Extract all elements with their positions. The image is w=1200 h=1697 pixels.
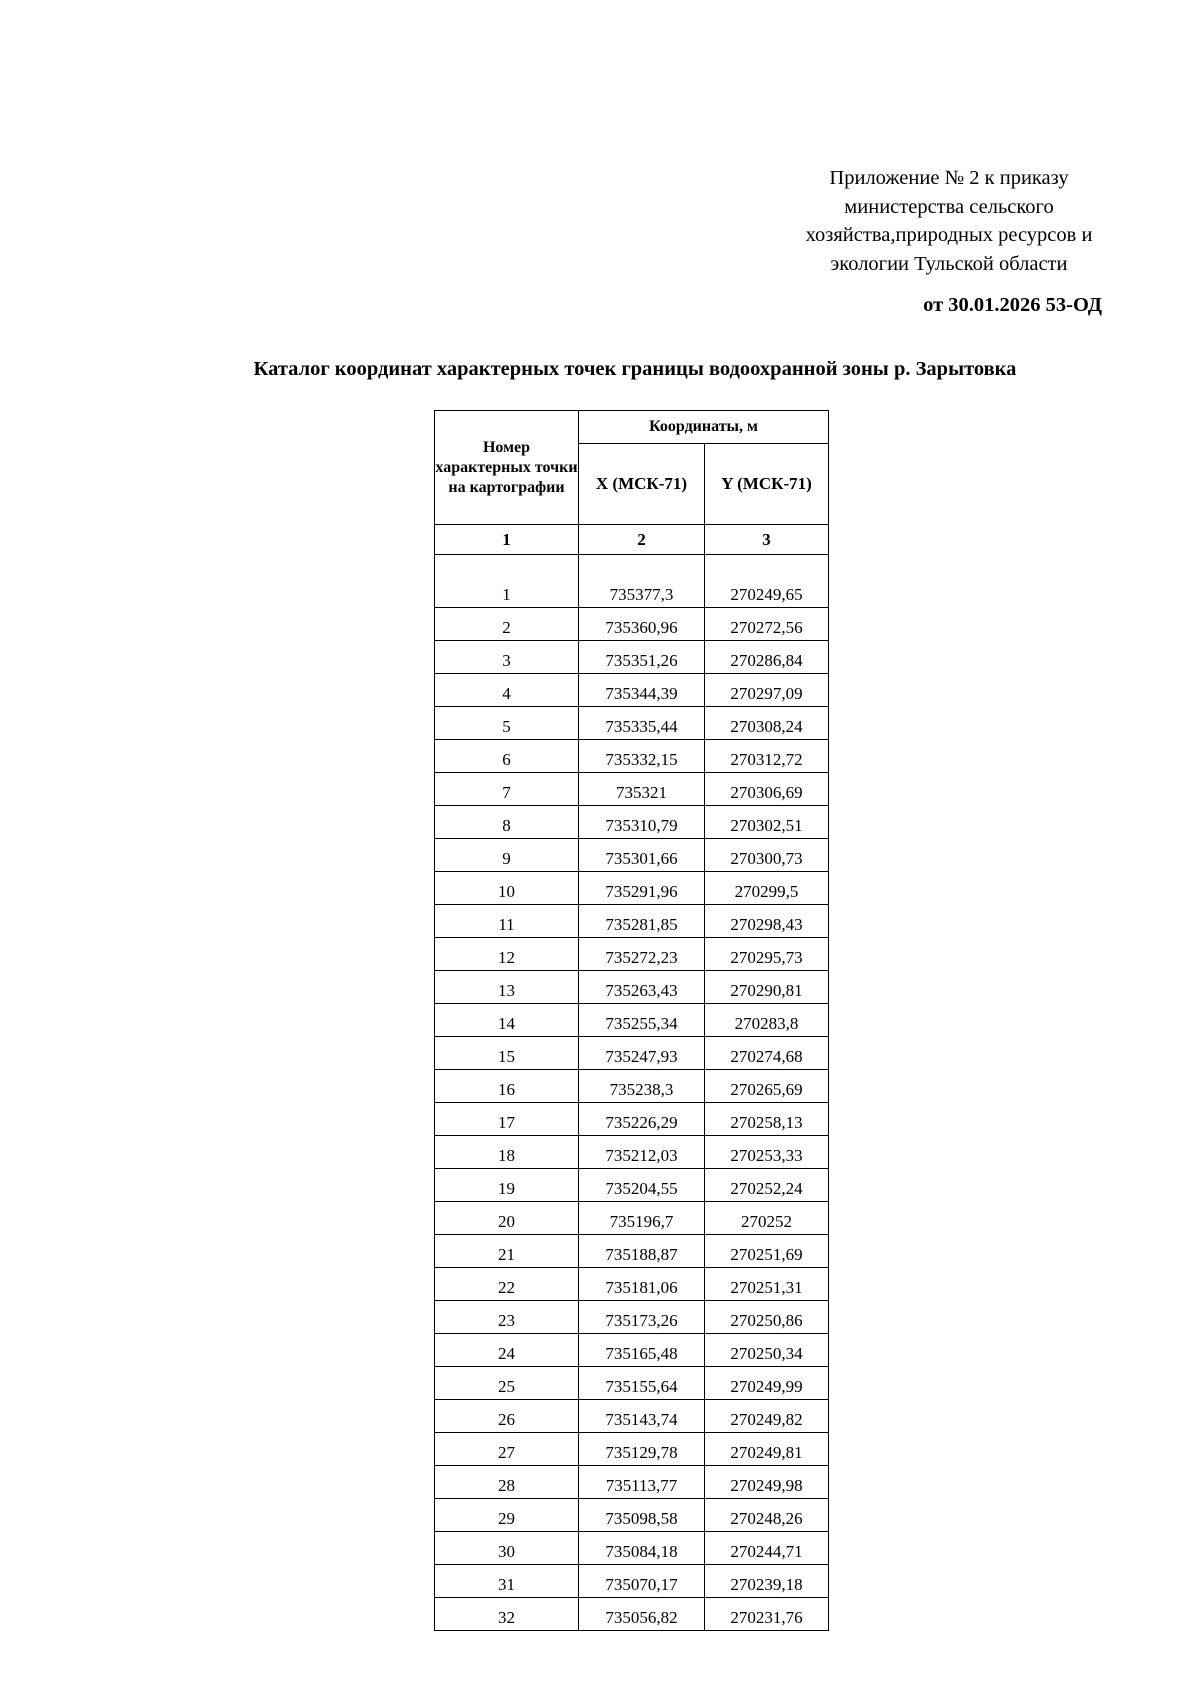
table-row — [435, 1037, 829, 1070]
appendix-line: хозяйства,природных ресурсов и — [805, 224, 1093, 246]
table-row — [435, 938, 829, 971]
table-row — [435, 1004, 829, 1037]
header-coordinates: Координаты, м — [579, 411, 829, 444]
x-coordinate-cell: 735255,34 — [579, 1004, 705, 1037]
appendix-line: экологии Тульской области — [830, 252, 1068, 275]
x-coordinate-cell: 735263,43 — [579, 971, 705, 1004]
x-coordinate-cell: 735291,96 — [579, 872, 705, 905]
x-coordinate-cell: 735196,7 — [579, 1202, 705, 1235]
y-coordinate-cell: 270302,51 — [705, 806, 829, 839]
point-number-cell: 19 — [435, 1169, 579, 1202]
header-x: X (МСК-71) — [579, 444, 705, 525]
y-coordinate-cell: 270272,56 — [705, 608, 829, 641]
coordinates-table — [434, 410, 829, 1631]
point-number-cell: 2 — [435, 608, 579, 641]
appendix-heading — [780, 164, 1118, 278]
x-coordinate-cell: 735143,74 — [579, 1400, 705, 1433]
y-coordinate-cell: 270251,31 — [705, 1268, 829, 1301]
point-number-cell: 21 — [435, 1235, 579, 1268]
point-number-cell: 11 — [435, 905, 579, 938]
point-number-cell: 24 — [435, 1334, 579, 1367]
y-coordinate-cell: 270250,86 — [705, 1301, 829, 1334]
table-row — [435, 1367, 829, 1400]
table-row — [435, 585, 829, 608]
point-number-cell: 31 — [435, 1565, 579, 1598]
column-index: 3 — [705, 525, 829, 555]
table-row — [435, 1598, 829, 1631]
x-coordinate-cell: 735310,79 — [579, 806, 705, 839]
x-coordinate-cell: 735070,17 — [579, 1565, 705, 1598]
y-coordinate-cell: 270286,84 — [705, 641, 829, 674]
x-coordinate-cell: 735238,3 — [579, 1070, 705, 1103]
table-row — [435, 707, 829, 740]
table-row — [435, 1235, 829, 1268]
column-index: 2 — [579, 525, 705, 555]
x-coordinate-cell: 735272,23 — [579, 938, 705, 971]
point-number-cell: 12 — [435, 938, 579, 971]
y-coordinate-cell: 270249,81 — [705, 1433, 829, 1466]
y-coordinate-cell: 270252,24 — [705, 1169, 829, 1202]
y-coordinate-cell: 270248,26 — [705, 1499, 829, 1532]
y-coordinate-cell: 270251,69 — [705, 1235, 829, 1268]
point-number-cell: 20 — [435, 1202, 579, 1235]
table-row — [435, 1268, 829, 1301]
header-y: Y (МСК-71) — [705, 444, 829, 525]
table-row — [435, 1103, 829, 1136]
x-coordinate-cell: 735188,87 — [579, 1235, 705, 1268]
point-number-cell: 18 — [435, 1136, 579, 1169]
point-number-cell: 23 — [435, 1301, 579, 1334]
table-row — [435, 1466, 829, 1499]
table-body — [435, 555, 829, 1631]
x-coordinate-cell: 735155,64 — [579, 1367, 705, 1400]
x-coordinate-cell: 735113,77 — [579, 1466, 705, 1499]
x-coordinate-cell: 735344,39 — [579, 674, 705, 707]
y-coordinate-cell: 270297,09 — [705, 674, 829, 707]
table-row — [435, 1169, 829, 1202]
coordinates-table-container — [434, 410, 829, 1631]
y-coordinate-cell: 270265,69 — [705, 1070, 829, 1103]
point-number-cell: 6 — [435, 740, 579, 773]
y-coordinate-cell: 270306,69 — [705, 773, 829, 806]
table-row — [435, 806, 829, 839]
x-coordinate-cell: 735351,26 — [579, 641, 705, 674]
table-row — [435, 1499, 829, 1532]
y-coordinate-cell: 270312,72 — [705, 740, 829, 773]
x-coordinate-cell: 735360,96 — [579, 608, 705, 641]
x-coordinate-cell: 735165,48 — [579, 1334, 705, 1367]
table-row — [435, 1565, 829, 1598]
x-coordinate-cell: 735301,66 — [579, 839, 705, 872]
table-row — [435, 1532, 829, 1565]
table-row — [435, 971, 829, 1004]
y-coordinate-cell: 270239,18 — [705, 1565, 829, 1598]
appendix-line: министерства сельского — [844, 195, 1054, 218]
point-number-cell: 8 — [435, 806, 579, 839]
point-number-cell: 14 — [435, 1004, 579, 1037]
point-number-cell: 13 — [435, 971, 579, 1004]
table-row — [435, 1202, 829, 1235]
y-coordinate-cell: 270244,71 — [705, 1532, 829, 1565]
point-number-cell: 7 — [435, 773, 579, 806]
document-title: Каталог координат характерных точек границы водоохранной зоны р. Зарытовка — [253, 358, 1017, 380]
point-number-cell: 9 — [435, 839, 579, 872]
point-number-cell: 25 — [435, 1367, 579, 1400]
x-coordinate-cell: 735181,06 — [579, 1268, 705, 1301]
spacer-row — [435, 555, 829, 586]
y-coordinate-cell: 270295,73 — [705, 938, 829, 971]
x-coordinate-cell: 735226,29 — [579, 1103, 705, 1136]
x-coordinate-cell: 735377,3 — [579, 585, 705, 608]
order-date: от 30.01.2026 53-ОД — [923, 294, 1102, 316]
x-coordinate-cell: 735129,78 — [579, 1433, 705, 1466]
x-coordinate-cell: 735332,15 — [579, 740, 705, 773]
point-number-cell: 30 — [435, 1532, 579, 1565]
point-number-cell: 1 — [435, 585, 579, 608]
point-number-cell: 27 — [435, 1433, 579, 1466]
table-row — [435, 773, 829, 806]
table-row — [435, 1400, 829, 1433]
table-row — [435, 1136, 829, 1169]
y-coordinate-cell: 270308,24 — [705, 707, 829, 740]
point-number-cell: 28 — [435, 1466, 579, 1499]
x-coordinate-cell: 735335,44 — [579, 707, 705, 740]
y-coordinate-cell: 270249,82 — [705, 1400, 829, 1433]
y-coordinate-cell: 270252 — [705, 1202, 829, 1235]
x-coordinate-cell: 735084,18 — [579, 1532, 705, 1565]
point-number-cell: 17 — [435, 1103, 579, 1136]
point-number-cell: 3 — [435, 641, 579, 674]
table-row — [435, 674, 829, 707]
point-number-cell: 4 — [435, 674, 579, 707]
table-row — [435, 608, 829, 641]
y-coordinate-cell: 270298,43 — [705, 905, 829, 938]
y-coordinate-cell: 270258,13 — [705, 1103, 829, 1136]
point-number-cell: 16 — [435, 1070, 579, 1103]
x-coordinate-cell: 735212,03 — [579, 1136, 705, 1169]
table-row — [435, 1334, 829, 1367]
column-index: 1 — [435, 525, 579, 555]
table-header — [435, 411, 829, 555]
point-number-cell: 15 — [435, 1037, 579, 1070]
y-coordinate-cell: 270300,73 — [705, 839, 829, 872]
table-row — [435, 1301, 829, 1334]
table-row — [435, 839, 829, 872]
x-coordinate-cell: 735173,26 — [579, 1301, 705, 1334]
header-point-number: Номер характерных точки на картографии — [435, 411, 579, 525]
y-coordinate-cell: 270250,34 — [705, 1334, 829, 1367]
appendix-line: Приложение № 2 к приказу — [829, 167, 1069, 189]
point-number-cell: 29 — [435, 1499, 579, 1532]
table-row — [435, 740, 829, 773]
x-coordinate-cell: 735204,55 — [579, 1169, 705, 1202]
point-number-cell: 32 — [435, 1598, 579, 1631]
x-coordinate-cell: 735247,93 — [579, 1037, 705, 1070]
y-coordinate-cell: 270283,8 — [705, 1004, 829, 1037]
y-coordinate-cell: 270249,98 — [705, 1466, 829, 1499]
y-coordinate-cell: 270274,68 — [705, 1037, 829, 1070]
y-coordinate-cell: 270299,5 — [705, 872, 829, 905]
y-coordinate-cell: 270253,33 — [705, 1136, 829, 1169]
table-row — [435, 872, 829, 905]
x-coordinate-cell: 735281,85 — [579, 905, 705, 938]
y-coordinate-cell: 270249,65 — [705, 585, 829, 608]
y-coordinate-cell: 270231,76 — [705, 1598, 829, 1631]
table-row — [435, 1070, 829, 1103]
table-row — [435, 641, 829, 674]
x-coordinate-cell: 735056,82 — [579, 1598, 705, 1631]
x-coordinate-cell: 735321 — [579, 773, 705, 806]
x-coordinate-cell: 735098,58 — [579, 1499, 705, 1532]
table-row — [435, 1433, 829, 1466]
point-number-cell: 26 — [435, 1400, 579, 1433]
y-coordinate-cell: 270249,99 — [705, 1367, 829, 1400]
point-number-cell: 10 — [435, 872, 579, 905]
table-row — [435, 905, 829, 938]
point-number-cell: 22 — [435, 1268, 579, 1301]
y-coordinate-cell: 270290,81 — [705, 971, 829, 1004]
point-number-cell: 5 — [435, 707, 579, 740]
